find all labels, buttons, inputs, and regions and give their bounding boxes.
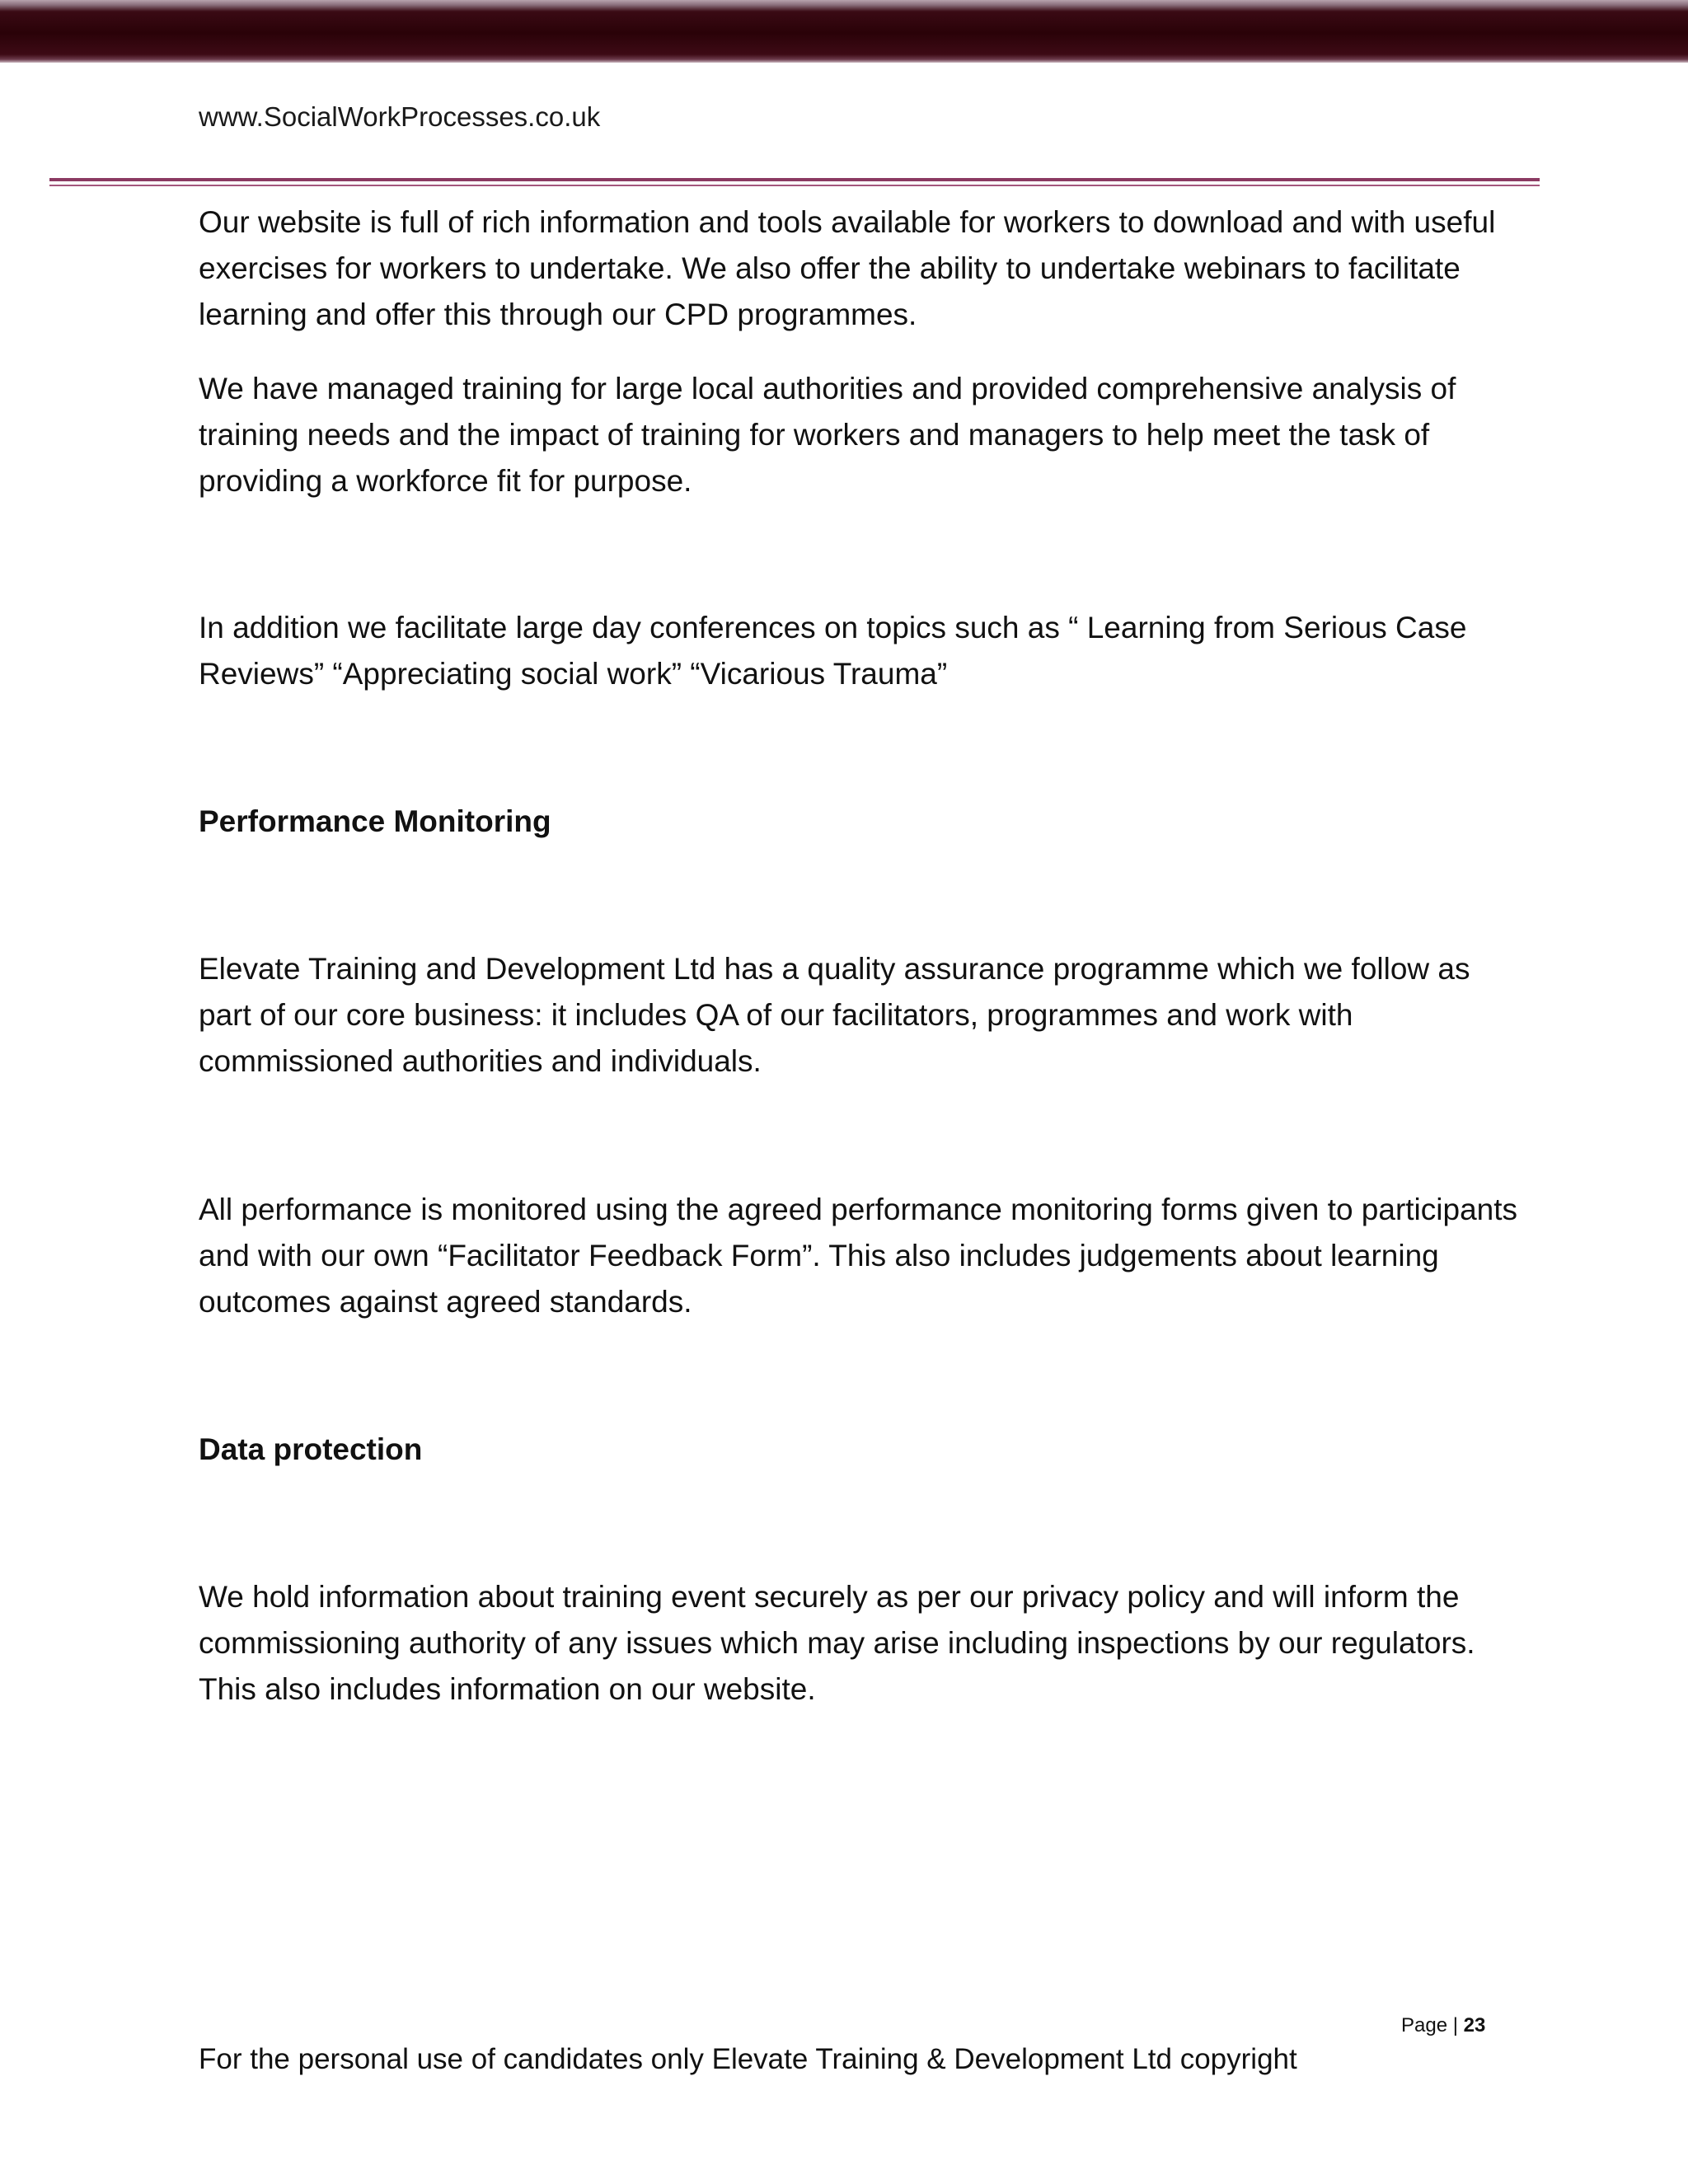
page-number-value: 23 (1463, 2014, 1486, 2036)
page-label: Page | (1401, 2014, 1458, 2036)
header-band (0, 0, 1688, 63)
header-rule-secondary (49, 185, 1540, 186)
paragraph-conferences: In addition we facilitate large day conferences on topics such as “ Learning from Serious Case Reviews” “Appreciating social work” “Vicarious Trauma” (199, 611, 1467, 691)
footer-copyright: For the personal use of candidates only Elevate Training & Development Ltd copyright (199, 2043, 1297, 2075)
header-rule (49, 178, 1540, 181)
page-number (1401, 2013, 1485, 2039)
header-url: www.SocialWorkProcesses.co.uk (199, 101, 601, 132)
paragraph-website: Our website is full of rich information and tools available for workers to download and with useful exercises for workers to undertake. We also offer the ability to undertake webinars to facilitate learning and offer this through our CPD programmes. (199, 205, 1496, 331)
heading-performance-monitoring: Performance Monitoring (199, 804, 551, 838)
paragraph-quality-assurance: Elevate Training and Development Ltd has a quality assurance programme which we follow as part of our core business: it includes QA of our facilitators, programmes and work with commissioned authorities and individuals. (199, 952, 1470, 1078)
paragraph-training: We have managed training for large local authorities and provided comprehensive analysis of training needs and the impact of training for workers and managers to help meet the task of providing a workforce fit for purpose. (199, 372, 1456, 498)
page-content (199, 196, 1517, 1713)
heading-data-protection: Data protection (199, 1432, 423, 1466)
paragraph-data-protection: We hold information about training event securely as per our privacy policy and will inform the commissioning authority of any issues which may arise including inspections by our regulators. This also includes information on our website. (199, 1580, 1475, 1706)
paragraph-performance: All performance is monitored using the agreed performance monitoring forms given to participants and with our own “Facilitator Feedback Form”. This also includes judgements about learning outcomes against agreed standards. (199, 1193, 1518, 1319)
